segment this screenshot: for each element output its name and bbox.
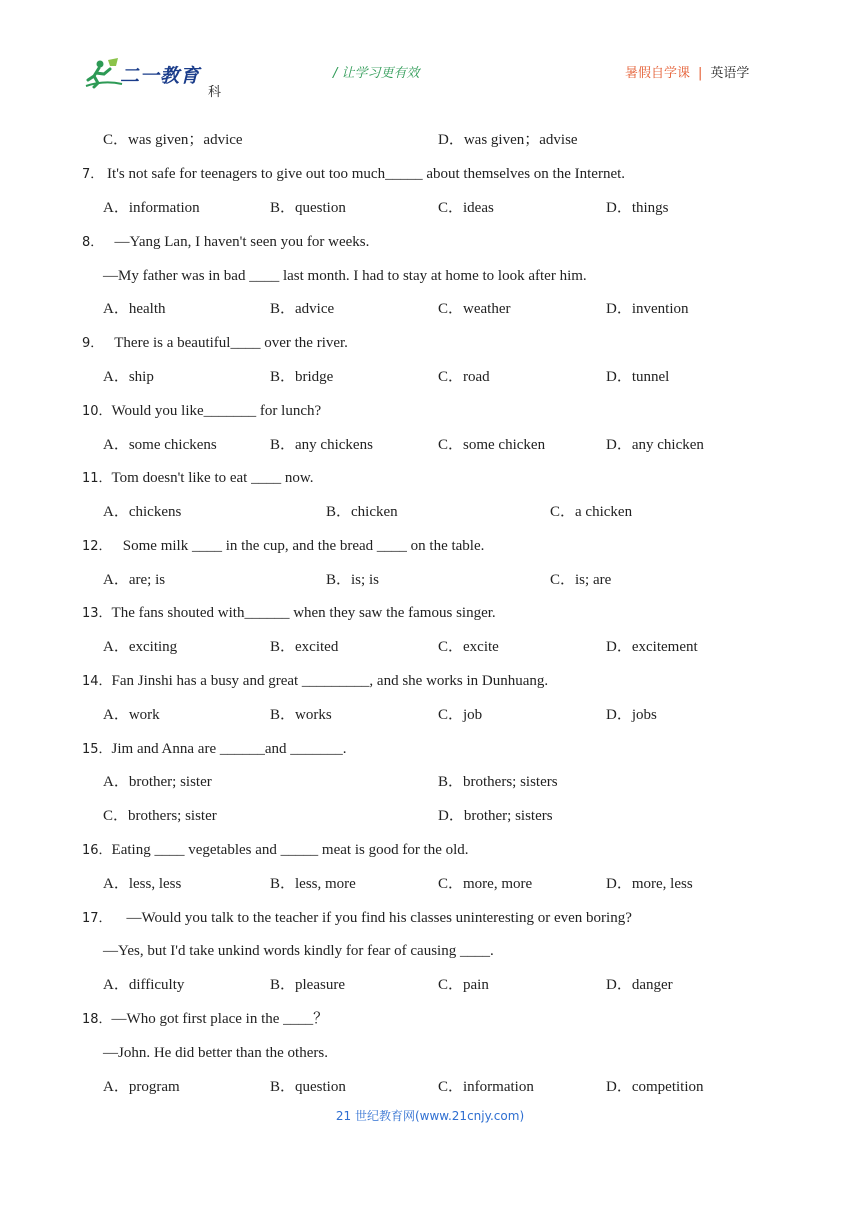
option-text: any chickens (295, 437, 373, 453)
option (270, 300, 334, 318)
option-text: brothers; sister (128, 808, 217, 824)
question-text: There is a beautiful____ over the river. (114, 335, 348, 351)
option-letter: A． (103, 572, 129, 588)
option (606, 368, 669, 386)
option-text: was given；advise (463, 132, 578, 148)
option (438, 368, 490, 386)
slogan: / 让学习更有效 (333, 66, 420, 81)
option (270, 638, 338, 656)
option-letter: A． (103, 774, 129, 790)
option-letter: C． (438, 301, 464, 317)
option-letter: C． (103, 132, 129, 148)
option (270, 1078, 346, 1096)
option-letter: B． (270, 1079, 296, 1095)
option (438, 773, 558, 791)
option (550, 503, 632, 521)
option (438, 199, 494, 217)
subject-label: 英语学 (710, 66, 750, 81)
option-letter: C． (438, 437, 464, 453)
question-number: 10． (82, 404, 112, 419)
option-letter: A． (103, 301, 129, 317)
option-text: brother; sister (128, 774, 212, 790)
option-letter: D． (606, 301, 632, 317)
option-text: road (463, 369, 490, 385)
question-text: It's not safe for teenagers to give out too much_____ about themselves on the Internet. (107, 166, 626, 182)
question-stem (82, 537, 484, 556)
question-number: 15． (82, 742, 112, 757)
option (103, 199, 200, 217)
option (270, 875, 356, 893)
option-text: excitement (631, 639, 698, 655)
option-text: any chicken (631, 437, 704, 453)
option-text: brother; sisters (463, 808, 553, 824)
option-text: information (463, 1079, 534, 1095)
option-text: is; is (351, 572, 379, 588)
option-text: more, more (463, 876, 533, 892)
option (606, 1078, 704, 1096)
header-course-info (625, 62, 749, 81)
option-text: a chicken (575, 504, 633, 520)
option-text: ship (128, 369, 154, 385)
option (270, 368, 333, 386)
question-stem (82, 841, 469, 860)
option (103, 571, 165, 589)
option (438, 807, 553, 825)
option-letter: D． (606, 977, 632, 993)
option-letter: A． (103, 639, 129, 655)
option-text: some chicken (463, 437, 546, 453)
option-letter: B． (270, 369, 296, 385)
option (438, 638, 499, 656)
option-text: jobs (631, 707, 657, 723)
option-text: health (128, 301, 166, 317)
course-label: 暑假自学课 (625, 66, 691, 81)
option-letter: C． (438, 639, 464, 655)
option-text: weather (463, 301, 511, 317)
option (270, 436, 373, 454)
option-letter: C． (438, 977, 464, 993)
question-text: Eating ____ vegetables and _____ meat is good for the old. (111, 842, 469, 858)
option-letter: B． (270, 200, 296, 216)
option-letter: B． (270, 876, 296, 892)
footer-source: 21 世纪教育网(www.21cnjy.com) (335, 1109, 525, 1123)
option-text: bridge (295, 369, 334, 385)
option (103, 1078, 180, 1096)
option (103, 436, 217, 454)
question-stem (82, 740, 347, 759)
option-letter: D． (606, 369, 632, 385)
option-text: some chickens (128, 437, 217, 453)
option-text: chicken (351, 504, 398, 520)
question-text: The fans shouted with______ when they saw the famous singer. (111, 605, 496, 621)
option-letter: D． (606, 200, 632, 216)
option (438, 976, 489, 994)
option-letter: C． (438, 876, 464, 892)
option-letter: A． (103, 1079, 129, 1095)
question-number: 13． (82, 606, 112, 621)
option-letter: A． (103, 200, 129, 216)
option-letter: D． (438, 132, 464, 148)
option (326, 503, 398, 521)
header-separator: | (698, 66, 703, 81)
option-letter: B． (326, 572, 352, 588)
question-text: —Who got first place in the ____？ (111, 1011, 329, 1027)
option-letter: A． (103, 504, 129, 520)
question-text: Tom doesn't like to eat ____ now. (111, 470, 314, 486)
option-text: pleasure (295, 977, 345, 993)
option (103, 300, 166, 318)
option-letter: B． (270, 301, 296, 317)
option (606, 638, 698, 656)
option (326, 571, 379, 589)
option-letter: C． (438, 200, 464, 216)
question-number: 7． (82, 167, 104, 182)
question-text: —Would you talk to the teacher if you find his classes uninteresting or even boring? (126, 910, 632, 926)
question-text: Would you like_______ for lunch? (111, 403, 322, 419)
option-text: brothers; sisters (463, 774, 558, 790)
option-letter: B． (326, 504, 352, 520)
option-text: danger (631, 977, 673, 993)
option (103, 807, 217, 825)
question-number: 18． (82, 1012, 112, 1027)
question-stem-line: —Yes, but I'd take unkind words kindly for fear of causing ____. (103, 943, 494, 959)
option-text: invention (631, 301, 689, 317)
option (550, 571, 611, 589)
option-text: is; are (575, 572, 612, 588)
option-text: difficulty (128, 977, 185, 993)
option-letter: B． (270, 437, 296, 453)
option-text: chickens (128, 504, 182, 520)
option-text: less, less (128, 876, 182, 892)
option-text: things (631, 200, 669, 216)
question-stem (82, 672, 548, 691)
option-letter: D． (606, 876, 632, 892)
question-stem (82, 1010, 328, 1029)
option-letter: B． (270, 707, 296, 723)
option-letter: D． (438, 808, 464, 824)
option-text: excited (295, 639, 339, 655)
option (438, 131, 578, 149)
option-text: more, less (631, 876, 693, 892)
question-number: 8． (82, 235, 104, 250)
option (438, 706, 482, 724)
option-text: ideas (463, 200, 494, 216)
option (606, 436, 704, 454)
option-text: job (463, 707, 483, 723)
option-text: pain (463, 977, 489, 993)
question-number: 16． (82, 843, 112, 858)
option (103, 976, 184, 994)
option (438, 875, 532, 893)
option-letter: A． (103, 437, 129, 453)
question-stem (82, 604, 496, 623)
question-text: Some milk ____ in the cup, and the bread ____ on the table. (122, 538, 485, 554)
option (270, 706, 332, 724)
option-letter: C． (438, 707, 464, 723)
option-text: work (128, 707, 160, 723)
option-text: question (295, 200, 346, 216)
option (270, 199, 346, 217)
option (103, 368, 154, 386)
option (606, 706, 657, 724)
option-letter: B． (270, 977, 296, 993)
question-text: —Yang Lan, I haven't seen you for weeks. (114, 234, 370, 250)
question-stem-line: —My father was in bad ____ last month. I had to stay at home to look after him. (103, 268, 587, 284)
question-number: 9． (82, 336, 104, 351)
option-letter: A． (103, 977, 129, 993)
option-letter: C． (550, 504, 576, 520)
question-text: Jim and Anna are ______and _______. (111, 741, 347, 757)
option-letter: C． (103, 808, 129, 824)
question-stem (82, 233, 369, 252)
option-text: competition (631, 1079, 704, 1095)
option (103, 706, 160, 724)
option-text: advice (295, 301, 335, 317)
option-text: excite (463, 639, 499, 655)
option (606, 976, 673, 994)
option-text: exciting (128, 639, 178, 655)
option (438, 436, 545, 454)
option-letter: A． (103, 707, 129, 723)
question-stem (82, 909, 632, 928)
option (438, 1078, 534, 1096)
question-stem (82, 165, 625, 184)
option-letter: A． (103, 369, 129, 385)
subject-tail: 科 (208, 85, 222, 100)
option (103, 131, 243, 149)
question-number: 14． (82, 674, 112, 689)
option (606, 199, 669, 217)
option-letter: B． (438, 774, 464, 790)
option (606, 875, 693, 893)
option-text: works (295, 707, 332, 723)
question-stem (82, 334, 348, 353)
option-text: are; is (128, 572, 166, 588)
option-letter: C． (438, 369, 464, 385)
option-text: program (128, 1079, 180, 1095)
option-letter: C． (438, 1079, 464, 1095)
option (103, 773, 212, 791)
option (103, 503, 181, 521)
question-stem (82, 469, 313, 488)
option-letter: C． (550, 572, 576, 588)
option-text: information (128, 200, 200, 216)
question-stem (82, 402, 321, 421)
option (103, 875, 181, 893)
question-number: 17． (82, 911, 112, 926)
logo-text: 二一教育 (120, 66, 201, 87)
option-text: question (295, 1079, 346, 1095)
option-letter: B． (270, 639, 296, 655)
question-text: Fan Jinshi has a busy and great _________, and she works in Dunhuang. (111, 673, 549, 689)
option (606, 300, 689, 318)
option-letter: D． (606, 437, 632, 453)
option-letter: D． (606, 707, 632, 723)
option (270, 976, 345, 994)
option-letter: D． (606, 1079, 632, 1095)
option-text: less, more (295, 876, 356, 892)
option-letter: A． (103, 876, 129, 892)
question-number: 12． (82, 539, 112, 554)
option (438, 300, 510, 318)
question-stem-line: —John. He did better than the others. (103, 1045, 328, 1061)
option (103, 638, 177, 656)
option-text: tunnel (631, 369, 670, 385)
question-number: 11． (82, 471, 112, 486)
option-letter: D． (606, 639, 632, 655)
option-text: was given；advice (128, 132, 243, 148)
